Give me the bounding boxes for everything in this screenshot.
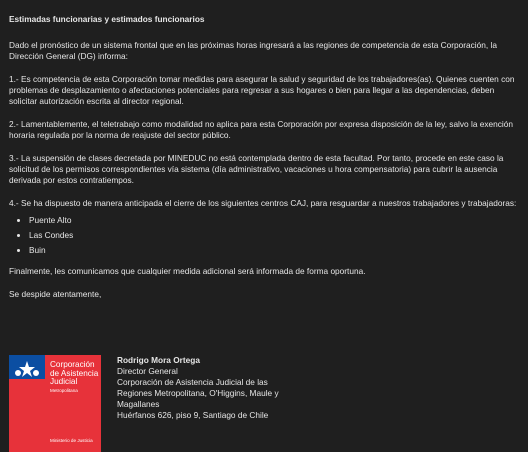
signer-name: Rodrigo Mora Ortega: [117, 355, 200, 365]
list-item: • Puente Alto: [29, 215, 518, 226]
signer-address: Huérfanos 626, piso 9, Santiago de Chile: [117, 410, 269, 420]
intro-paragraph: Dado el pronóstico de un sistema frontal que en las próximas horas ingresará a las regiones de competencia de esta Corporación, la Dirección General (DG) informa:: [9, 40, 497, 61]
paragraph-point-2: 2.- Lamentablemente, el teletrabajo como modalidad no aplica para esta Corporación por expresa disposición de la ley, salvo la exención horaria regulada por la norma de reajuste del sector público.: [9, 119, 513, 140]
farewell: Se despide atentamente,: [9, 289, 102, 299]
closing-paragraph: Finalmente, les comunicamos que cualquier medida adicional será informada de forma oportuna.: [9, 266, 366, 276]
closed-centers-list: [9, 215, 518, 256]
email-signature: [9, 355, 519, 452]
greeting: Estimadas funcionarias y estimados funcionarios: [9, 14, 205, 24]
corporation-logo: [9, 355, 101, 452]
signer-org-line-3: Magallanes: [117, 399, 160, 409]
logo-ministry: Ministerio de Justicia: [50, 438, 93, 443]
signature-text: [117, 355, 279, 421]
list-item: • Buin: [29, 245, 518, 256]
paragraph-point-1: 1.- Es competencia de esta Corporación tomar medidas para asegurar la salud y seguridad de los trabajadores(as). Quienes cuenten con problemas de desplazamiento o afectaciones potenciales para regresar a sus hogares o bien para llegar a las dependencias, deben solicitar autorización escrita al director regional.: [9, 74, 515, 106]
logo-org-line-1: Corporación: [50, 360, 95, 369]
paragraph-point-3: 3.- La suspensión de clases decretada por MINEDUC no está contemplada dentro de esta facultad. Por tanto, procede en este caso la solicitud de los permisos correspondientes vía sistema (día administrativo, vacaciones u hora compensatoria) para cubrir la ausencia derivada por estos contratiempos.: [9, 153, 504, 185]
signer-org-line-1: Corporación de Asistencia Judicial de las: [117, 377, 268, 387]
signer-org-line-2: Regiones Metropolitana, O'Higgins, Maule y: [117, 388, 279, 398]
list-item: • Las Condes: [29, 230, 518, 241]
logo-org-line-2: de Asistencia: [50, 368, 99, 378]
logo-org-line-3: Judicial: [50, 377, 78, 386]
logo-subtitle: Metropolitana: [50, 388, 78, 393]
signer-title: Director General: [117, 366, 178, 376]
paragraph-point-4: 4.- Se ha dispuesto de manera anticipada el cierre de los siguientes centros CAJ, para resguardar a nuestros trabajadores y trabajadoras:: [9, 198, 517, 208]
crest-icon: [13, 359, 41, 385]
